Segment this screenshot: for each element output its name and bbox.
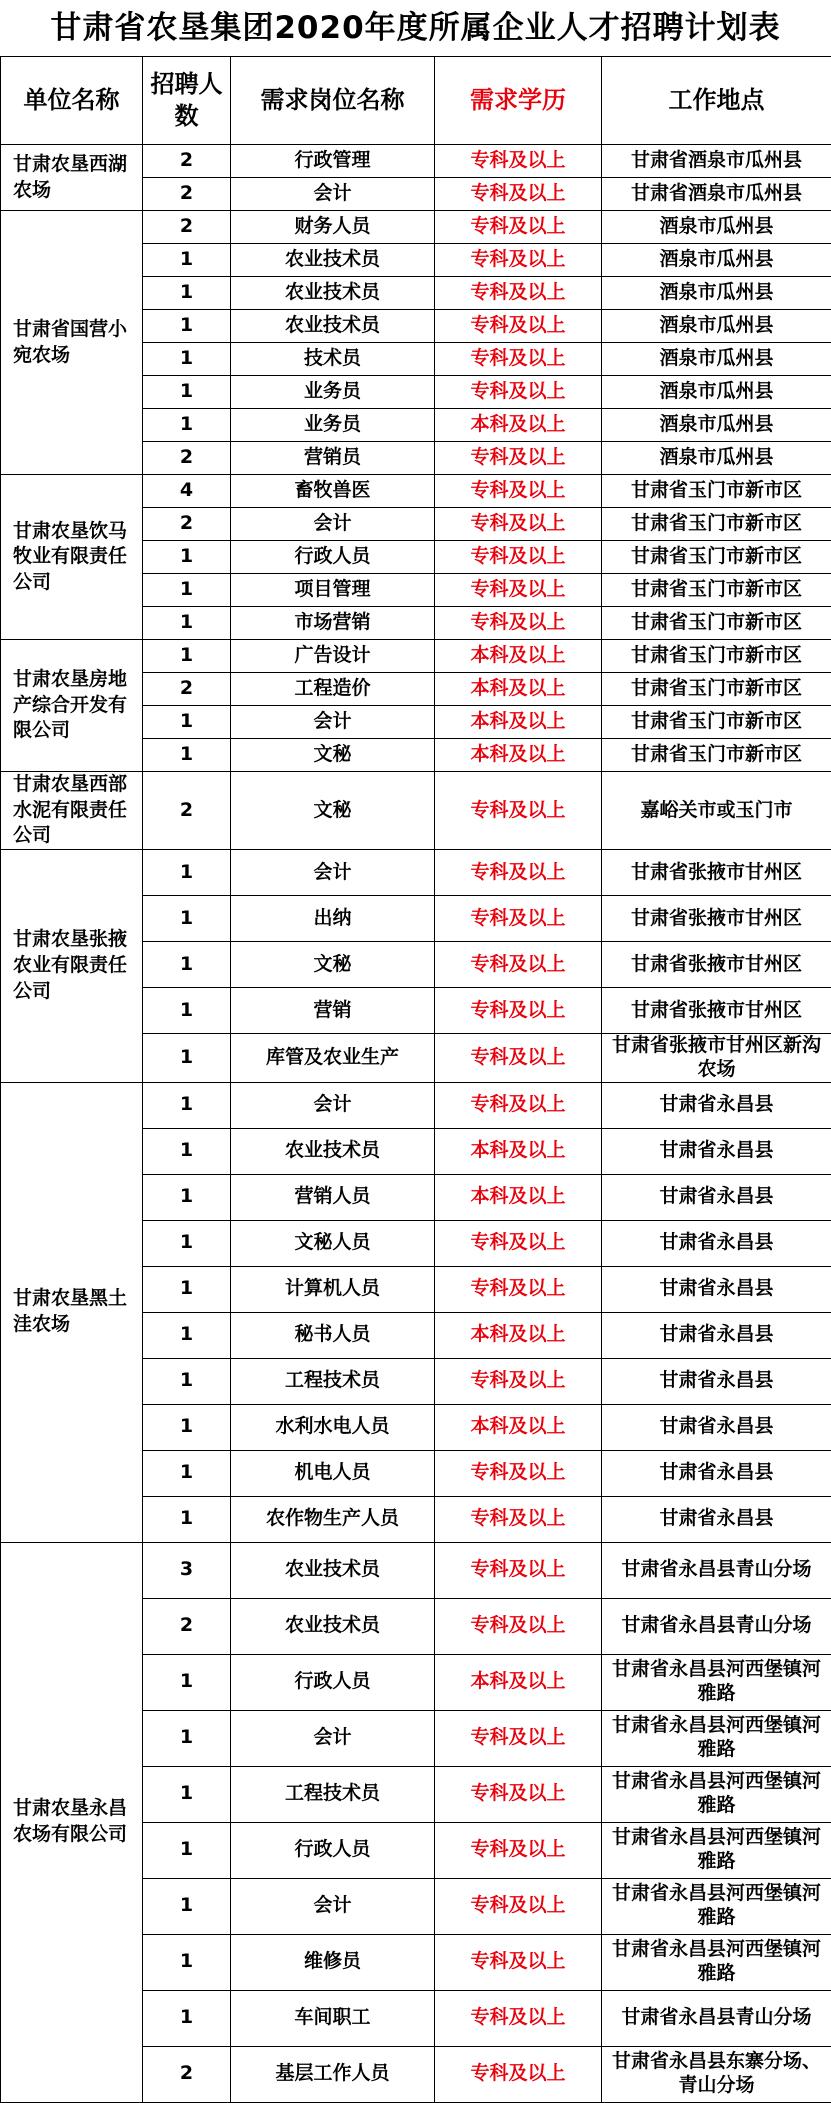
count-cell: 1: [143, 706, 231, 739]
education-cell: 专科及以上: [435, 1496, 602, 1542]
table-row: [1, 475, 831, 508]
unit-name: 甘肃省国营小 宛农场: [13, 317, 128, 366]
location-cell: 甘肃省永昌县河西堡镇河雅路: [602, 1766, 831, 1822]
education-cell: 专科及以上: [435, 574, 602, 607]
position-cell: 农作物生产人员: [231, 1496, 435, 1542]
count-cell: 1: [143, 739, 231, 772]
location-cell: 甘肃省永昌县青山分场: [602, 1598, 831, 1654]
location-cell: 甘肃省张掖市甘州区新沟农场: [602, 1034, 831, 1083]
count-cell: 2: [143, 508, 231, 541]
position-cell: 行政人员: [231, 541, 435, 574]
location-cell: 甘肃省永昌县青山分场: [602, 1990, 831, 2046]
education-cell: 专科及以上: [435, 310, 602, 343]
count-cell: 1: [143, 574, 231, 607]
unit-name-cell: [1, 145, 143, 211]
count-cell: 1: [143, 1266, 231, 1312]
position-cell: 营销人员: [231, 1174, 435, 1220]
count-cell: 1: [143, 640, 231, 673]
location-cell: 酒泉市瓜州县: [602, 277, 831, 310]
count-cell: 1: [143, 850, 231, 896]
position-cell: 农业技术员: [231, 1598, 435, 1654]
education-cell: 专科及以上: [435, 1766, 602, 1822]
page-title: 甘肃省农垦集团2020年度所属企业人才招聘计划表: [50, 10, 781, 46]
location-cell: 甘肃省酒泉市瓜州县: [602, 178, 831, 211]
position-cell: 车间职工: [231, 1990, 435, 2046]
count-cell: 1: [143, 541, 231, 574]
education-cell: 专科及以上: [435, 244, 602, 277]
location-cell: 甘肃省永昌县: [602, 1220, 831, 1266]
education-cell: 专科及以上: [435, 1598, 602, 1654]
education-cell: 专科及以上: [435, 1822, 602, 1878]
education-cell: 专科及以上: [435, 1710, 602, 1766]
header-unit: 单位名称: [1, 57, 143, 145]
education-cell: 本科及以上: [435, 409, 602, 442]
location-cell: 酒泉市瓜州县: [602, 442, 831, 475]
table-row: [1, 1082, 831, 1128]
count-cell: 1: [143, 1710, 231, 1766]
location-cell: 酒泉市瓜州县: [602, 244, 831, 277]
education-cell: 本科及以上: [435, 1128, 602, 1174]
count-cell: 1: [143, 942, 231, 988]
education-cell: 专科及以上: [435, 1878, 602, 1934]
education-cell: 专科及以上: [435, 1082, 602, 1128]
position-cell: 行政管理: [231, 145, 435, 178]
count-cell: 1: [143, 244, 231, 277]
location-cell: 甘肃省永昌县: [602, 1450, 831, 1496]
location-cell: 甘肃省永昌县东寨分场、青山分场: [602, 2046, 831, 2102]
position-cell: 行政人员: [231, 1654, 435, 1710]
unit-name: 甘肃农垦房地 产综合开发有 限公司: [13, 668, 128, 742]
education-cell: 专科及以上: [435, 343, 602, 376]
count-cell: 2: [143, 673, 231, 706]
position-cell: 文秘人员: [231, 1220, 435, 1266]
count-cell: 1: [143, 1404, 231, 1450]
count-cell: 1: [143, 1654, 231, 1710]
count-cell: 1: [143, 1450, 231, 1496]
position-cell: 农业技术员: [231, 1542, 435, 1598]
location-cell: 甘肃省玉门市新市区: [602, 706, 831, 739]
count-cell: 3: [143, 1542, 231, 1598]
unit-name: 甘肃农垦西部 水泥有限责任 公司: [13, 773, 128, 847]
location-cell: 甘肃省玉门市新市区: [602, 640, 831, 673]
position-cell: 库管及农业生产: [231, 1034, 435, 1083]
position-cell: 农业技术员: [231, 1128, 435, 1174]
location-cell: 甘肃省张掖市甘州区: [602, 850, 831, 896]
position-cell: 行政人员: [231, 1822, 435, 1878]
position-cell: 营销: [231, 988, 435, 1034]
education-cell: 专科及以上: [435, 145, 602, 178]
location-cell: 甘肃省永昌县: [602, 1266, 831, 1312]
position-cell: 机电人员: [231, 1450, 435, 1496]
location-cell: 甘肃省玉门市新市区: [602, 574, 831, 607]
education-cell: 专科及以上: [435, 442, 602, 475]
unit-name: 甘肃农垦西湖 农场: [13, 152, 128, 201]
education-cell: 专科及以上: [435, 850, 602, 896]
position-cell: 广告设计: [231, 640, 435, 673]
position-cell: 文秘: [231, 739, 435, 772]
header-count: 招聘人数: [143, 57, 231, 145]
table-row: [1, 145, 831, 178]
unit-name-cell: [1, 1542, 143, 2102]
table-row: [1, 1542, 831, 1598]
table-row: [1, 850, 831, 896]
position-cell: 维修员: [231, 1934, 435, 1990]
location-cell: 甘肃省永昌县河西堡镇河雅路: [602, 1654, 831, 1710]
count-cell: 1: [143, 343, 231, 376]
unit-name-cell: [1, 772, 143, 850]
location-cell: 酒泉市瓜州县: [602, 211, 831, 244]
unit-name-cell: [1, 211, 143, 475]
location-cell: 甘肃省玉门市新市区: [602, 508, 831, 541]
location-cell: 甘肃省永昌县: [602, 1128, 831, 1174]
position-cell: 畜牧兽医: [231, 475, 435, 508]
count-cell: 1: [143, 607, 231, 640]
location-cell: 甘肃省玉门市新市区: [602, 607, 831, 640]
location-cell: 甘肃省永昌县: [602, 1082, 831, 1128]
position-cell: 农业技术员: [231, 310, 435, 343]
count-cell: 1: [143, 1174, 231, 1220]
education-cell: 专科及以上: [435, 541, 602, 574]
location-cell: 嘉峪关市或玉门市: [602, 772, 831, 850]
location-cell: 甘肃省永昌县: [602, 1496, 831, 1542]
position-cell: 业务员: [231, 409, 435, 442]
position-cell: 会计: [231, 850, 435, 896]
location-cell: 甘肃省张掖市甘州区: [602, 942, 831, 988]
count-cell: 2: [143, 211, 231, 244]
position-cell: 会计: [231, 508, 435, 541]
count-cell: 1: [143, 1034, 231, 1083]
count-cell: 2: [143, 145, 231, 178]
position-cell: 市场营销: [231, 607, 435, 640]
position-cell: 文秘: [231, 772, 435, 850]
count-cell: 1: [143, 1878, 231, 1934]
unit-name: 甘肃农垦永昌 农场有限公司: [13, 1797, 128, 1845]
header-location: 工作地点: [602, 57, 831, 145]
position-cell: 基层工作人员: [231, 2046, 435, 2102]
count-cell: 1: [143, 376, 231, 409]
count-cell: 1: [143, 1766, 231, 1822]
position-cell: 农业技术员: [231, 244, 435, 277]
position-cell: 工程技术员: [231, 1358, 435, 1404]
location-cell: 甘肃省永昌县河西堡镇河雅路: [602, 1878, 831, 1934]
education-cell: 专科及以上: [435, 1990, 602, 2046]
unit-name-cell: [1, 850, 143, 1083]
count-cell: 1: [143, 1312, 231, 1358]
education-cell: 专科及以上: [435, 896, 602, 942]
position-cell: 计算机人员: [231, 1266, 435, 1312]
education-cell: 专科及以上: [435, 942, 602, 988]
position-cell: 文秘: [231, 942, 435, 988]
education-cell: 专科及以上: [435, 2046, 602, 2102]
count-cell: 1: [143, 1990, 231, 2046]
location-cell: 甘肃省玉门市新市区: [602, 739, 831, 772]
education-cell: 本科及以上: [435, 1404, 602, 1450]
location-cell: 甘肃省永昌县: [602, 1174, 831, 1220]
count-cell: 1: [143, 1220, 231, 1266]
education-cell: 本科及以上: [435, 1654, 602, 1710]
count-cell: 1: [143, 1822, 231, 1878]
education-cell: 专科及以上: [435, 277, 602, 310]
education-cell: 专科及以上: [435, 1220, 602, 1266]
position-cell: 出纳: [231, 896, 435, 942]
count-cell: 2: [143, 772, 231, 850]
location-cell: 甘肃省永昌县青山分场: [602, 1542, 831, 1598]
education-cell: 专科及以上: [435, 1266, 602, 1312]
location-cell: 酒泉市瓜州县: [602, 310, 831, 343]
location-cell: 甘肃省玉门市新市区: [602, 541, 831, 574]
position-cell: 会计: [231, 706, 435, 739]
count-cell: 4: [143, 475, 231, 508]
location-cell: 甘肃省张掖市甘州区: [602, 988, 831, 1034]
education-cell: 专科及以上: [435, 1450, 602, 1496]
location-cell: 甘肃省张掖市甘州区: [602, 896, 831, 942]
education-cell: 专科及以上: [435, 508, 602, 541]
position-cell: 水利水电人员: [231, 1404, 435, 1450]
recruitment-table: [0, 56, 831, 2103]
position-cell: 会计: [231, 1710, 435, 1766]
header-row: [1, 57, 831, 145]
unit-name: 甘肃农垦张掖 农业有限责任 公司: [13, 928, 128, 1002]
count-cell: 1: [143, 1358, 231, 1404]
position-cell: 工程造价: [231, 673, 435, 706]
education-cell: 本科及以上: [435, 739, 602, 772]
count-cell: 2: [143, 178, 231, 211]
count-cell: 1: [143, 409, 231, 442]
location-cell: 甘肃省玉门市新市区: [602, 475, 831, 508]
position-cell: 技术员: [231, 343, 435, 376]
header-position: 需求岗位名称: [231, 57, 435, 145]
location-cell: 甘肃省永昌县河西堡镇河雅路: [602, 1822, 831, 1878]
count-cell: 1: [143, 277, 231, 310]
location-cell: 甘肃省永昌县河西堡镇河雅路: [602, 1710, 831, 1766]
position-cell: 营销员: [231, 442, 435, 475]
education-cell: 本科及以上: [435, 1174, 602, 1220]
education-cell: 专科及以上: [435, 211, 602, 244]
location-cell: 酒泉市瓜州县: [602, 343, 831, 376]
education-cell: 专科及以上: [435, 1934, 602, 1990]
location-cell: 酒泉市瓜州县: [602, 409, 831, 442]
location-cell: 甘肃省玉门市新市区: [602, 673, 831, 706]
count-cell: 1: [143, 310, 231, 343]
unit-name-cell: [1, 475, 143, 640]
location-cell: 甘肃省永昌县河西堡镇河雅路: [602, 1934, 831, 1990]
count-cell: 1: [143, 1082, 231, 1128]
count-cell: 1: [143, 1128, 231, 1174]
count-cell: 2: [143, 1598, 231, 1654]
position-cell: 会计: [231, 178, 435, 211]
count-cell: 1: [143, 1496, 231, 1542]
position-cell: 会计: [231, 1878, 435, 1934]
education-cell: 专科及以上: [435, 178, 602, 211]
table-row: [1, 211, 831, 244]
unit-name: 甘肃农垦饮马 牧业有限责任 公司: [13, 519, 128, 593]
education-cell: 专科及以上: [435, 607, 602, 640]
count-cell: 1: [143, 988, 231, 1034]
location-cell: 甘肃省酒泉市瓜州县: [602, 145, 831, 178]
position-cell: 业务员: [231, 376, 435, 409]
count-cell: 1: [143, 1934, 231, 1990]
position-cell: 财务人员: [231, 211, 435, 244]
table-body: [1, 145, 831, 2103]
unit-name-cell: [1, 1082, 143, 1542]
education-cell: 专科及以上: [435, 1034, 602, 1083]
header-education: 需求学历: [435, 57, 602, 145]
location-cell: 酒泉市瓜州县: [602, 376, 831, 409]
education-cell: 本科及以上: [435, 706, 602, 739]
education-cell: 本科及以上: [435, 640, 602, 673]
education-cell: 本科及以上: [435, 1312, 602, 1358]
position-cell: 农业技术员: [231, 277, 435, 310]
education-cell: 专科及以上: [435, 772, 602, 850]
location-cell: 甘肃省永昌县: [602, 1404, 831, 1450]
table-row: [1, 772, 831, 850]
unit-name: 甘肃农垦黑土 洼农场: [13, 1287, 128, 1335]
education-cell: 专科及以上: [435, 1542, 602, 1598]
education-cell: 本科及以上: [435, 673, 602, 706]
education-cell: 专科及以上: [435, 1358, 602, 1404]
location-cell: 甘肃省永昌县: [602, 1358, 831, 1404]
position-cell: 工程技术员: [231, 1766, 435, 1822]
position-cell: 会计: [231, 1082, 435, 1128]
position-cell: 秘书人员: [231, 1312, 435, 1358]
education-cell: 专科及以上: [435, 376, 602, 409]
count-cell: 2: [143, 442, 231, 475]
unit-name-cell: [1, 640, 143, 772]
education-cell: 专科及以上: [435, 988, 602, 1034]
count-cell: 2: [143, 2046, 231, 2102]
count-cell: 1: [143, 896, 231, 942]
position-cell: 项目管理: [231, 574, 435, 607]
location-cell: 甘肃省永昌县: [602, 1312, 831, 1358]
table-row: [1, 640, 831, 673]
education-cell: 专科及以上: [435, 475, 602, 508]
